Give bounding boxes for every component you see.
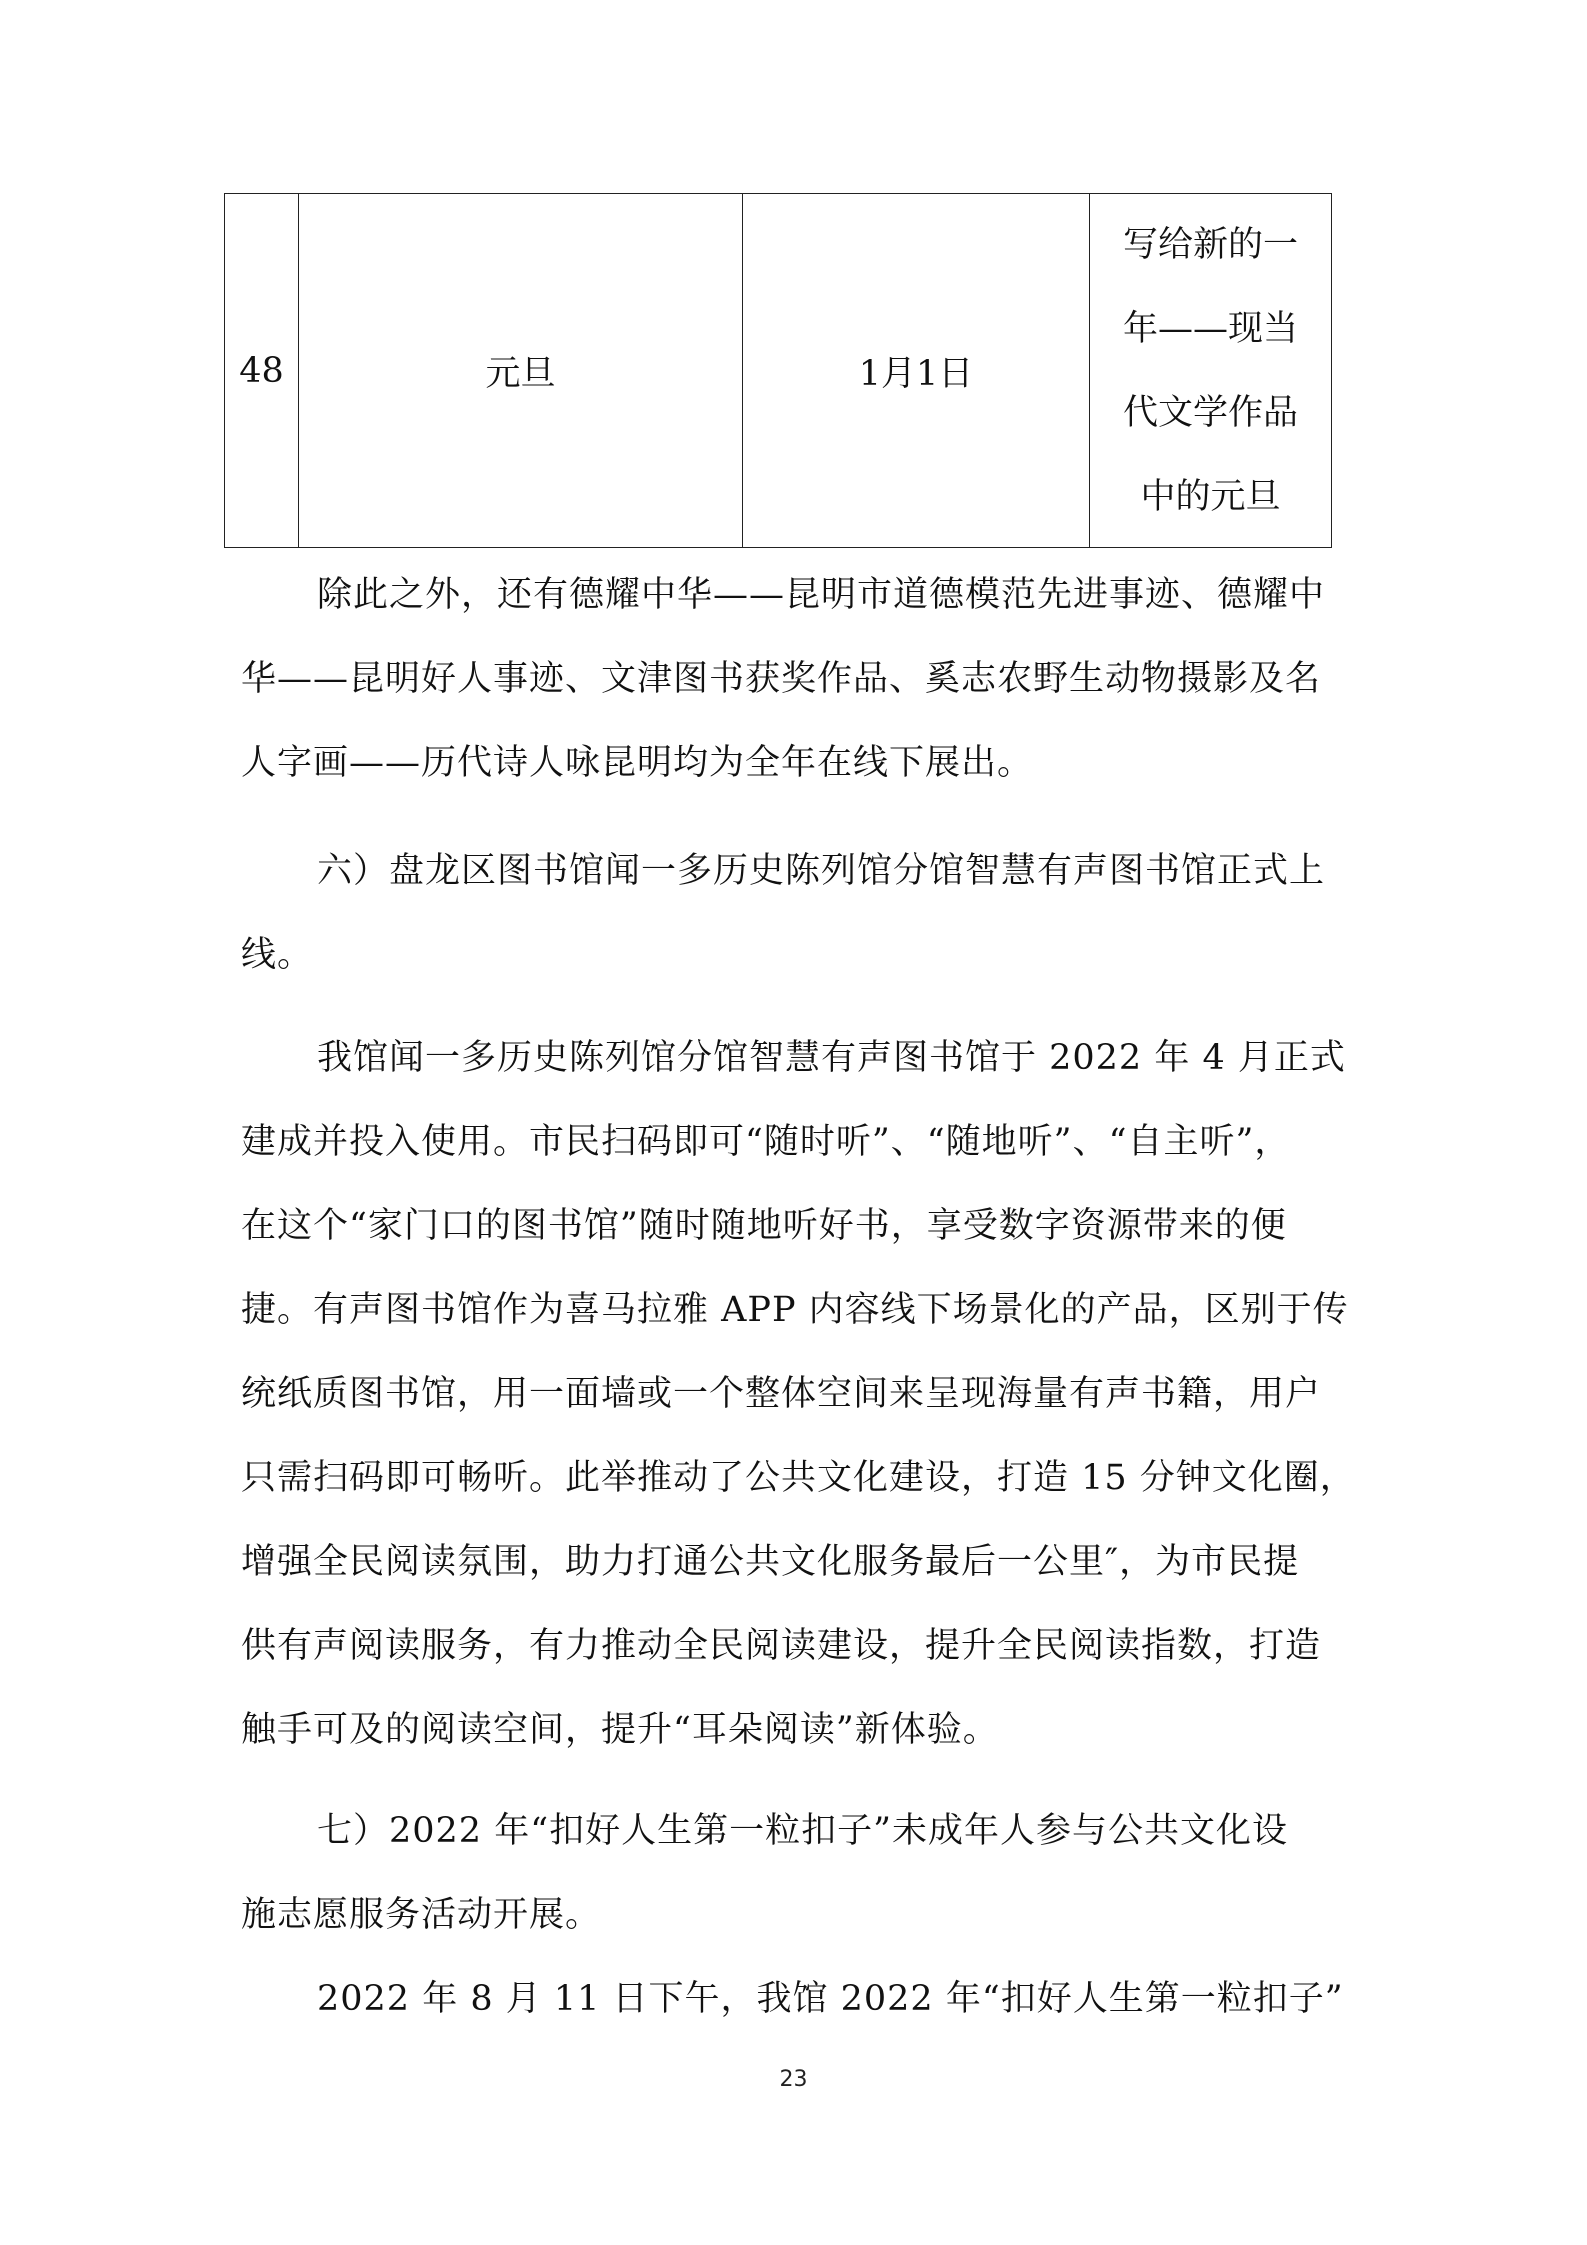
paragraph-volunteer-event	[241, 1957, 1356, 2041]
page-number: 23	[779, 2067, 808, 2092]
text-line: 增强全民阅读氛围，助力打通公共文化服务最后一公里″，为市民提	[241, 1542, 1300, 1582]
theme-cell	[1090, 194, 1332, 548]
section-heading-7	[241, 1789, 1356, 1957]
text-line: 建成并投入使用。市民扫码即可“随时听”、“随地听”、“自主听”，	[241, 1122, 1291, 1162]
row-number-cell: 48	[225, 194, 299, 548]
text-line: 七）2022 年“扣好人生第一粒扣子”未成年人参与公共文化设	[317, 1811, 1288, 1851]
text-line: 在这个“家门口的图书馆”随时随地听好书，享受数字资源带来的便	[241, 1206, 1287, 1246]
section-heading-6	[241, 829, 1356, 997]
theme-line: 写给新的一	[1122, 224, 1298, 265]
text-line: 人字画——历代诗人咏昆明均为全年在线下展出。	[241, 743, 1034, 783]
text-line: 统纸质图书馆，用一面墙或一个整体空间来呈现海量有声书籍，用户	[241, 1374, 1322, 1414]
theme-line: 代文学作品	[1122, 392, 1298, 433]
festival-table	[224, 193, 1332, 548]
text-line: 线。	[241, 935, 314, 975]
festival-name-cell: 元旦	[299, 194, 743, 548]
text-line: 捷。有声图书馆作为喜马拉雅 APP 内容线下场景化的产品，区别于传	[241, 1290, 1349, 1330]
text-line: 供有声阅读服务，有力推动全民阅读建设，提升全民阅读指数，打造	[241, 1626, 1322, 1666]
text-line: 华——昆明好人事迹、文津图书获奖作品、奚志农野生动物摄影及名	[241, 659, 1322, 699]
text-line: 六）盘龙区图书馆闻一多历史陈列馆分馆智慧有声图书馆正式上	[317, 851, 1326, 891]
text-line: 触手可及的阅读空间，提升“耳朵阅读”新体验。	[241, 1710, 999, 1750]
text-line: 施志愿服务活动开展。	[241, 1895, 602, 1935]
paragraph-audio-library	[241, 1016, 1356, 1772]
paragraph-exhibitions	[241, 553, 1356, 805]
festival-date-cell: 1月1日	[743, 194, 1090, 548]
text-line: 2022 年 8 月 11 日下午，我馆 2022 年“扣好人生第一粒扣子”	[317, 1979, 1344, 2019]
text-line: 我馆闻一多历史陈列馆分馆智慧有声图书馆于 2022 年 4 月正式	[317, 1038, 1346, 1078]
theme-line: 年——现当	[1122, 308, 1298, 349]
theme-line: 中的元旦	[1140, 476, 1281, 517]
text-line: 除此之外，还有德耀中华——昆明市道德模范先进事迹、德耀中	[317, 575, 1326, 615]
text-line: 只需扫码即可畅听。此举推动了公共文化建设，打造 15 分钟文化圈，	[241, 1458, 1356, 1498]
table-row	[225, 194, 1332, 548]
